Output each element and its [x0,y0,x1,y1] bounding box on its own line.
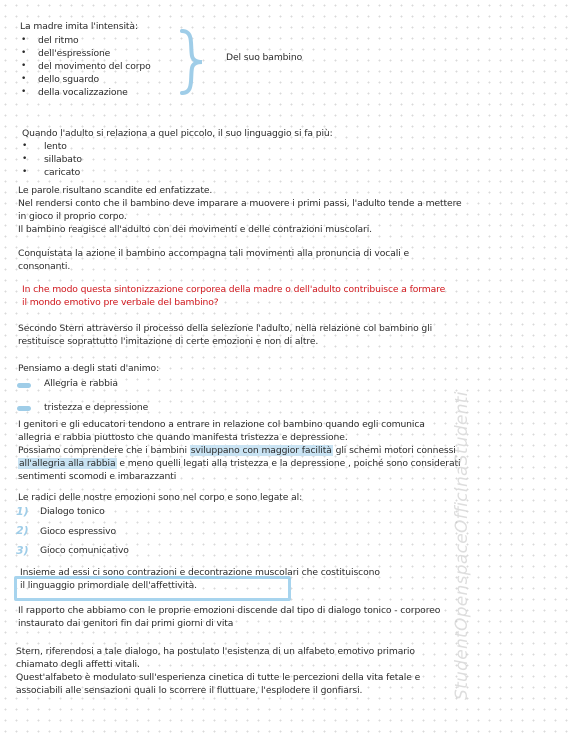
list-item: del movimento del corpo [38,61,151,72]
paragraph-line: Il rapporto che abbiamo con le proprie emozioni discende dal tipo di dialogo tonico - corporeo [18,605,441,616]
question-line: il mondo emotivo pre verbale del bambino? [22,297,219,308]
list-item: caricato [44,167,81,178]
paragraph-line: Le parole risultano scandite ed enfatizzate. [18,185,213,196]
brace-label: Del suo bambino [226,52,303,63]
list-item: lento [44,141,67,152]
highlighted-text: sviluppano con maggior facilità [190,445,332,456]
paragraph-line: Secondo Stern attraverso il processo della selezione l'adulto, nella relazione col bambino gli [18,323,433,334]
paragraph-line: allegria e rabbia piuttosto che quando manifesta tristezza e depressione. [18,432,348,443]
bullet: • [21,35,27,45]
text-span: Possiamo comprendere che i bambini [18,445,190,456]
paragraph-line: consonanti. [18,261,71,272]
paragraph-line: instaurato dai genitori fin dai primi giorni di vita [18,618,234,629]
list-item: dell'espressione [38,48,111,59]
text-span: gli schemi motori connessi [332,445,456,456]
paragraph-line: Conquistata la azione il bambino accompagna tali movimenti alla pronuncia di vocali e [18,248,409,259]
root-item: Gioco comunicativo [40,545,129,556]
paragraph-line: associabili alle sensazioni quali lo scorrere il fluttuare, l'esplodere il gonfiarsi. [16,685,363,696]
list-number: 1) [16,505,29,518]
list-number: 3) [16,544,29,557]
paragraph-line: Insieme ad essi ci sono contrazioni e decontrazione muscolari che costituiscono [20,567,380,578]
root-item: Gioco espressivo [40,526,116,537]
roots-intro: Le radici delle nostre emozioni sono nel corpo e sono legate al: [18,492,303,503]
dash-bullet [17,406,31,411]
intro-imitation: La madre imita l'intensità: [20,21,138,32]
watermark: StudentOpenspaceOfficinaStudenti [452,391,472,700]
paragraph-line: Nel rendersi conto che il bambino deve imparare a muovere i primi passi, l'adulto tende a mettere [18,198,462,209]
list-item: sillabato [44,154,82,165]
paragraph-line: il linguaggio primordiale dell'affettività. [20,580,197,591]
list-item: del ritmo [38,35,79,46]
question-line: In che modo questa sintonizzazione corporea della madre o dell'adulto contribuisce a formare [22,284,446,295]
dash-bullet [17,383,31,388]
list-item: dello sguardo [38,74,99,85]
states-intro: Pensiamo a degli stati d'animo: [18,363,160,374]
curly-brace-icon [176,28,206,96]
paragraph-line: Stern, riferendosi a tale dialogo, ha postulato l'esistenza di un alfabeto emotivo primario [16,646,415,657]
bullet: • [21,87,27,97]
paragraph-line: sentimenti scomodi e imbarazzanti [18,471,177,482]
bullet: • [22,141,28,151]
list-number: 2) [16,524,29,537]
highlighted-text: all'allegria alla rabbia [19,458,116,469]
state-item: Allegria e rabbia [44,378,118,389]
paragraph-line [18,458,460,469]
paragraph-line: in gioco il proprio corpo. [18,211,127,222]
paragraph-line [18,445,456,456]
text-span: e meno quelli legati alla tristezza e la depressione , poiché sono considerati [116,458,461,469]
bullet: • [21,48,27,58]
list-item: della vocalizzazione [38,87,128,98]
intro-language: Quando l'adulto si relaziona a quel piccolo, il suo linguaggio si fa più: [22,128,333,139]
root-item: Dialogo tonico [40,506,105,517]
state-item: tristezza e depressione [44,402,149,413]
bullet: • [21,61,27,71]
paragraph-line: I genitori e gli educatori tendono a entrare in relazione col bambino quando egli comunica [18,419,425,430]
paragraph-line: restituisce soprattutto l'imitazione di certe emozioni e non di altre. [18,336,319,347]
paragraph-line: Il bambino reagisce all'adulto con dei movimenti e delle contrazioni muscolari. [18,224,372,235]
bullet: • [22,167,28,177]
paragraph-line: chiamato degli affetti vitali. [16,659,140,670]
paragraph-line: Quest'alfabeto è modulato sull'esperienza cinetica di tutte le percezioni della vita fetale e [16,672,421,683]
bullet: • [21,74,27,84]
bullet: • [22,154,28,164]
